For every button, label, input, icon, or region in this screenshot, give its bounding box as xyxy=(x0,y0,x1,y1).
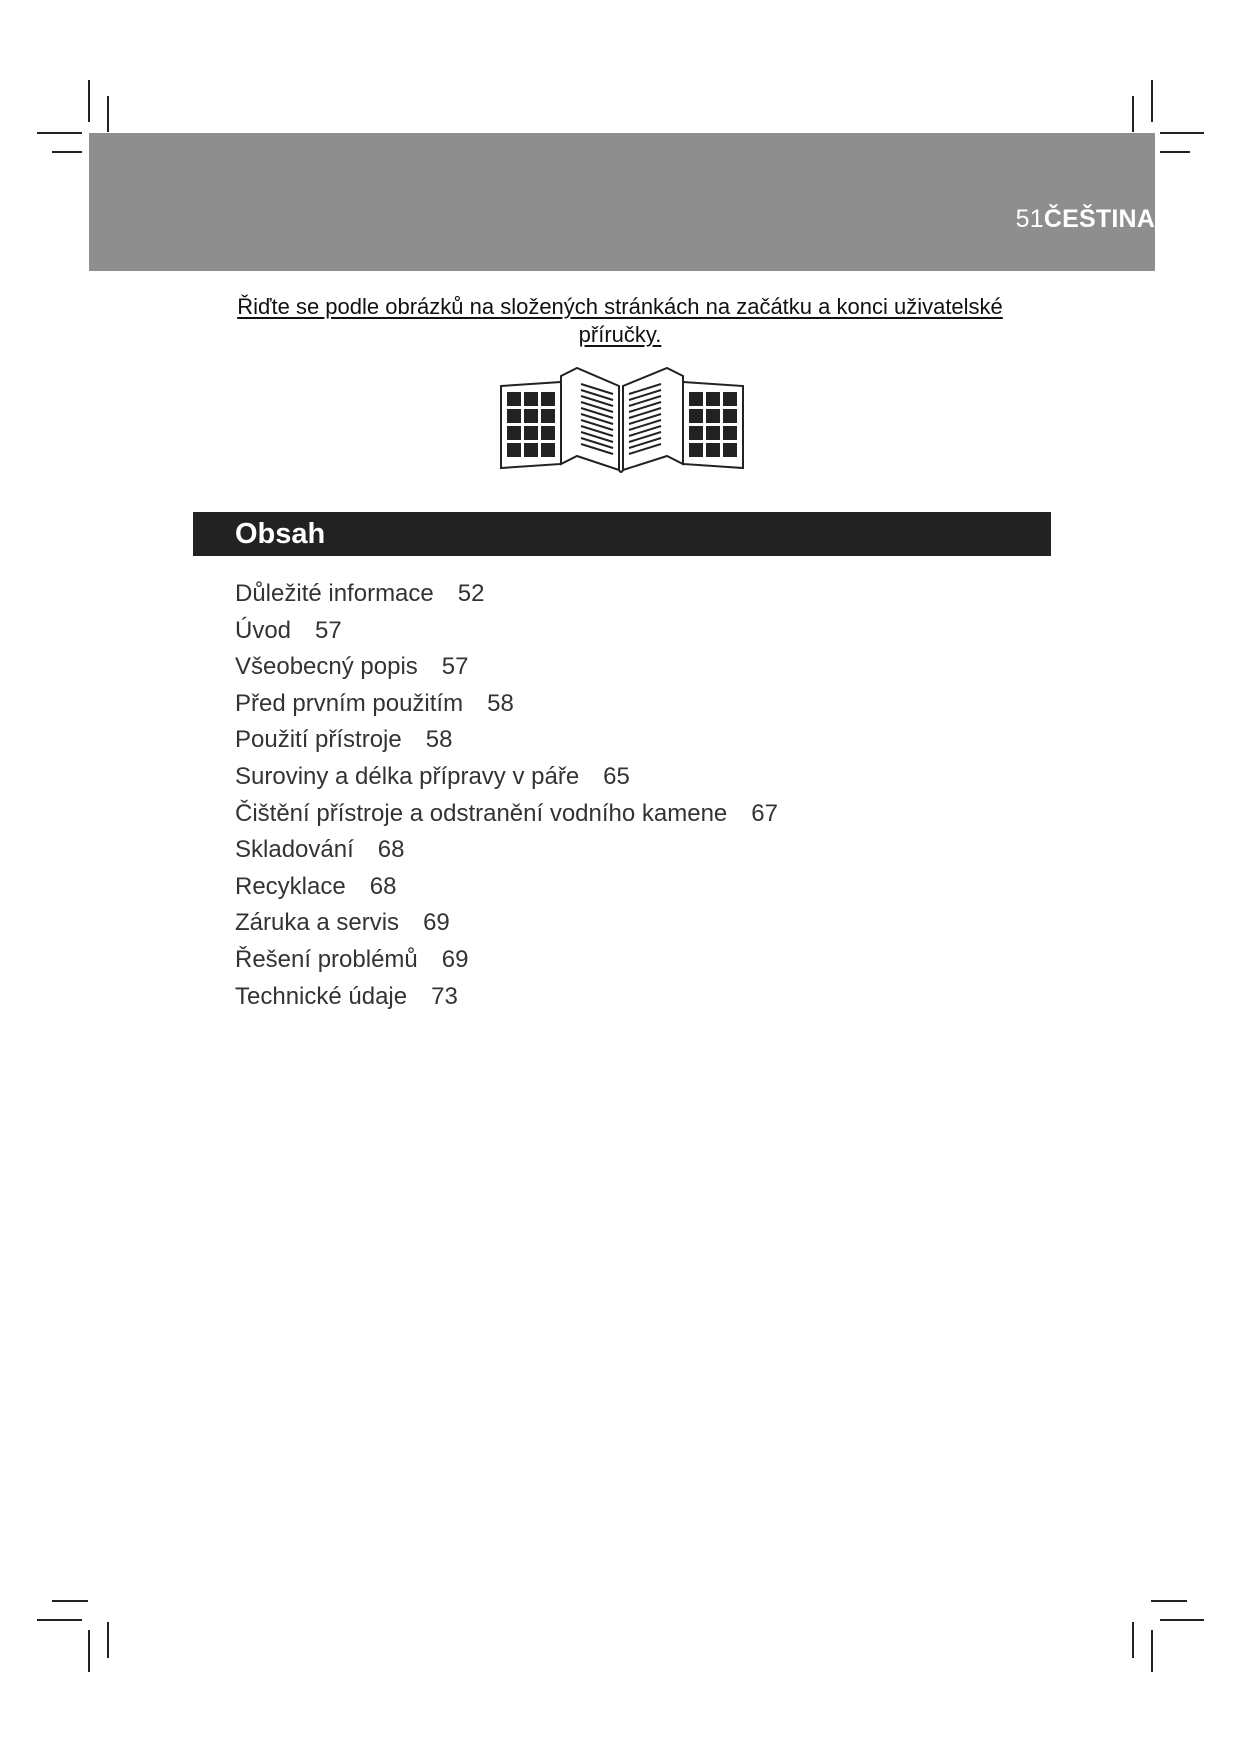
toc-item-page: 58 xyxy=(487,689,514,717)
toc-item-page: 68 xyxy=(377,836,405,864)
toc-heading-bar xyxy=(193,512,1051,556)
toc-item-page: 67 xyxy=(751,799,778,827)
toc-item-page: 69 xyxy=(441,945,469,973)
crop-mark xyxy=(1151,80,1153,122)
page-number: 51 xyxy=(1015,205,1044,233)
crop-mark xyxy=(1132,96,1134,132)
toc-item-page: 73 xyxy=(431,982,458,1010)
toc-item[interactable] xyxy=(235,686,778,723)
toc-item[interactable] xyxy=(235,576,778,613)
toc-item-page: 57 xyxy=(441,653,469,681)
toc-item-page: 65 xyxy=(603,762,630,790)
toc-item-label: Důležité informace xyxy=(235,580,434,607)
toc-item-label: Všeobecný popis xyxy=(235,653,418,681)
crop-mark xyxy=(37,1619,82,1621)
toc-item-label: Recyklace xyxy=(235,872,346,900)
toc-item-page: 57 xyxy=(315,616,342,644)
crop-mark xyxy=(1160,1619,1204,1621)
toc-item[interactable] xyxy=(235,649,778,686)
toc-item-label: Záruka a servis xyxy=(235,909,400,937)
toc-item[interactable] xyxy=(235,869,778,906)
toc-item[interactable] xyxy=(235,832,778,869)
toc-title: Obsah xyxy=(235,518,326,550)
toc-item[interactable] xyxy=(235,613,778,650)
toc-item-label: Suroviny a délka přípravy v páře xyxy=(235,762,580,790)
toc-item-label: Úvod xyxy=(235,616,292,644)
toc-item-page: 58 xyxy=(425,726,453,754)
crop-mark xyxy=(52,151,82,153)
toc-item-label: Před prvním použitím xyxy=(235,689,464,717)
toc-item[interactable] xyxy=(235,759,778,796)
crop-mark xyxy=(1160,132,1204,134)
toc-item[interactable] xyxy=(235,796,778,833)
crop-mark xyxy=(88,1630,90,1672)
crop-mark xyxy=(1151,1630,1153,1672)
foldout-instruction: Řiďte se podle obrázků na složených stránkách na začátku a konci uživatelské příručky. xyxy=(237,294,1003,347)
crop-mark xyxy=(1160,151,1190,153)
toc-item[interactable] xyxy=(235,942,778,979)
crop-mark xyxy=(52,1600,88,1602)
crop-mark xyxy=(1151,1600,1187,1602)
toc-item[interactable] xyxy=(235,905,778,942)
header-label xyxy=(1016,205,1155,234)
toc-list xyxy=(235,576,778,1015)
toc-item-label: Řešení problémů xyxy=(235,945,418,973)
toc-item-label: Skladování xyxy=(235,836,354,864)
language-label: ČEŠTINA xyxy=(1043,205,1155,233)
toc-item-label: Čištění přístroje a odstranění vodního kamene xyxy=(235,799,728,827)
crop-mark xyxy=(1132,1622,1134,1658)
crop-mark xyxy=(107,96,109,132)
header-band xyxy=(89,133,1155,271)
toc-item-page: 69 xyxy=(423,909,450,937)
folded-pages-icon xyxy=(499,364,745,474)
toc-item-page: 52 xyxy=(457,580,485,607)
toc-item[interactable] xyxy=(235,979,778,1016)
crop-mark xyxy=(37,132,82,134)
toc-item-page: 68 xyxy=(369,872,397,900)
toc-item[interactable] xyxy=(235,722,778,759)
crop-mark xyxy=(88,80,90,122)
crop-mark xyxy=(107,1622,109,1658)
toc-item-label: Použití přístroje xyxy=(235,726,402,754)
toc-item-label: Technické údaje xyxy=(235,982,408,1010)
